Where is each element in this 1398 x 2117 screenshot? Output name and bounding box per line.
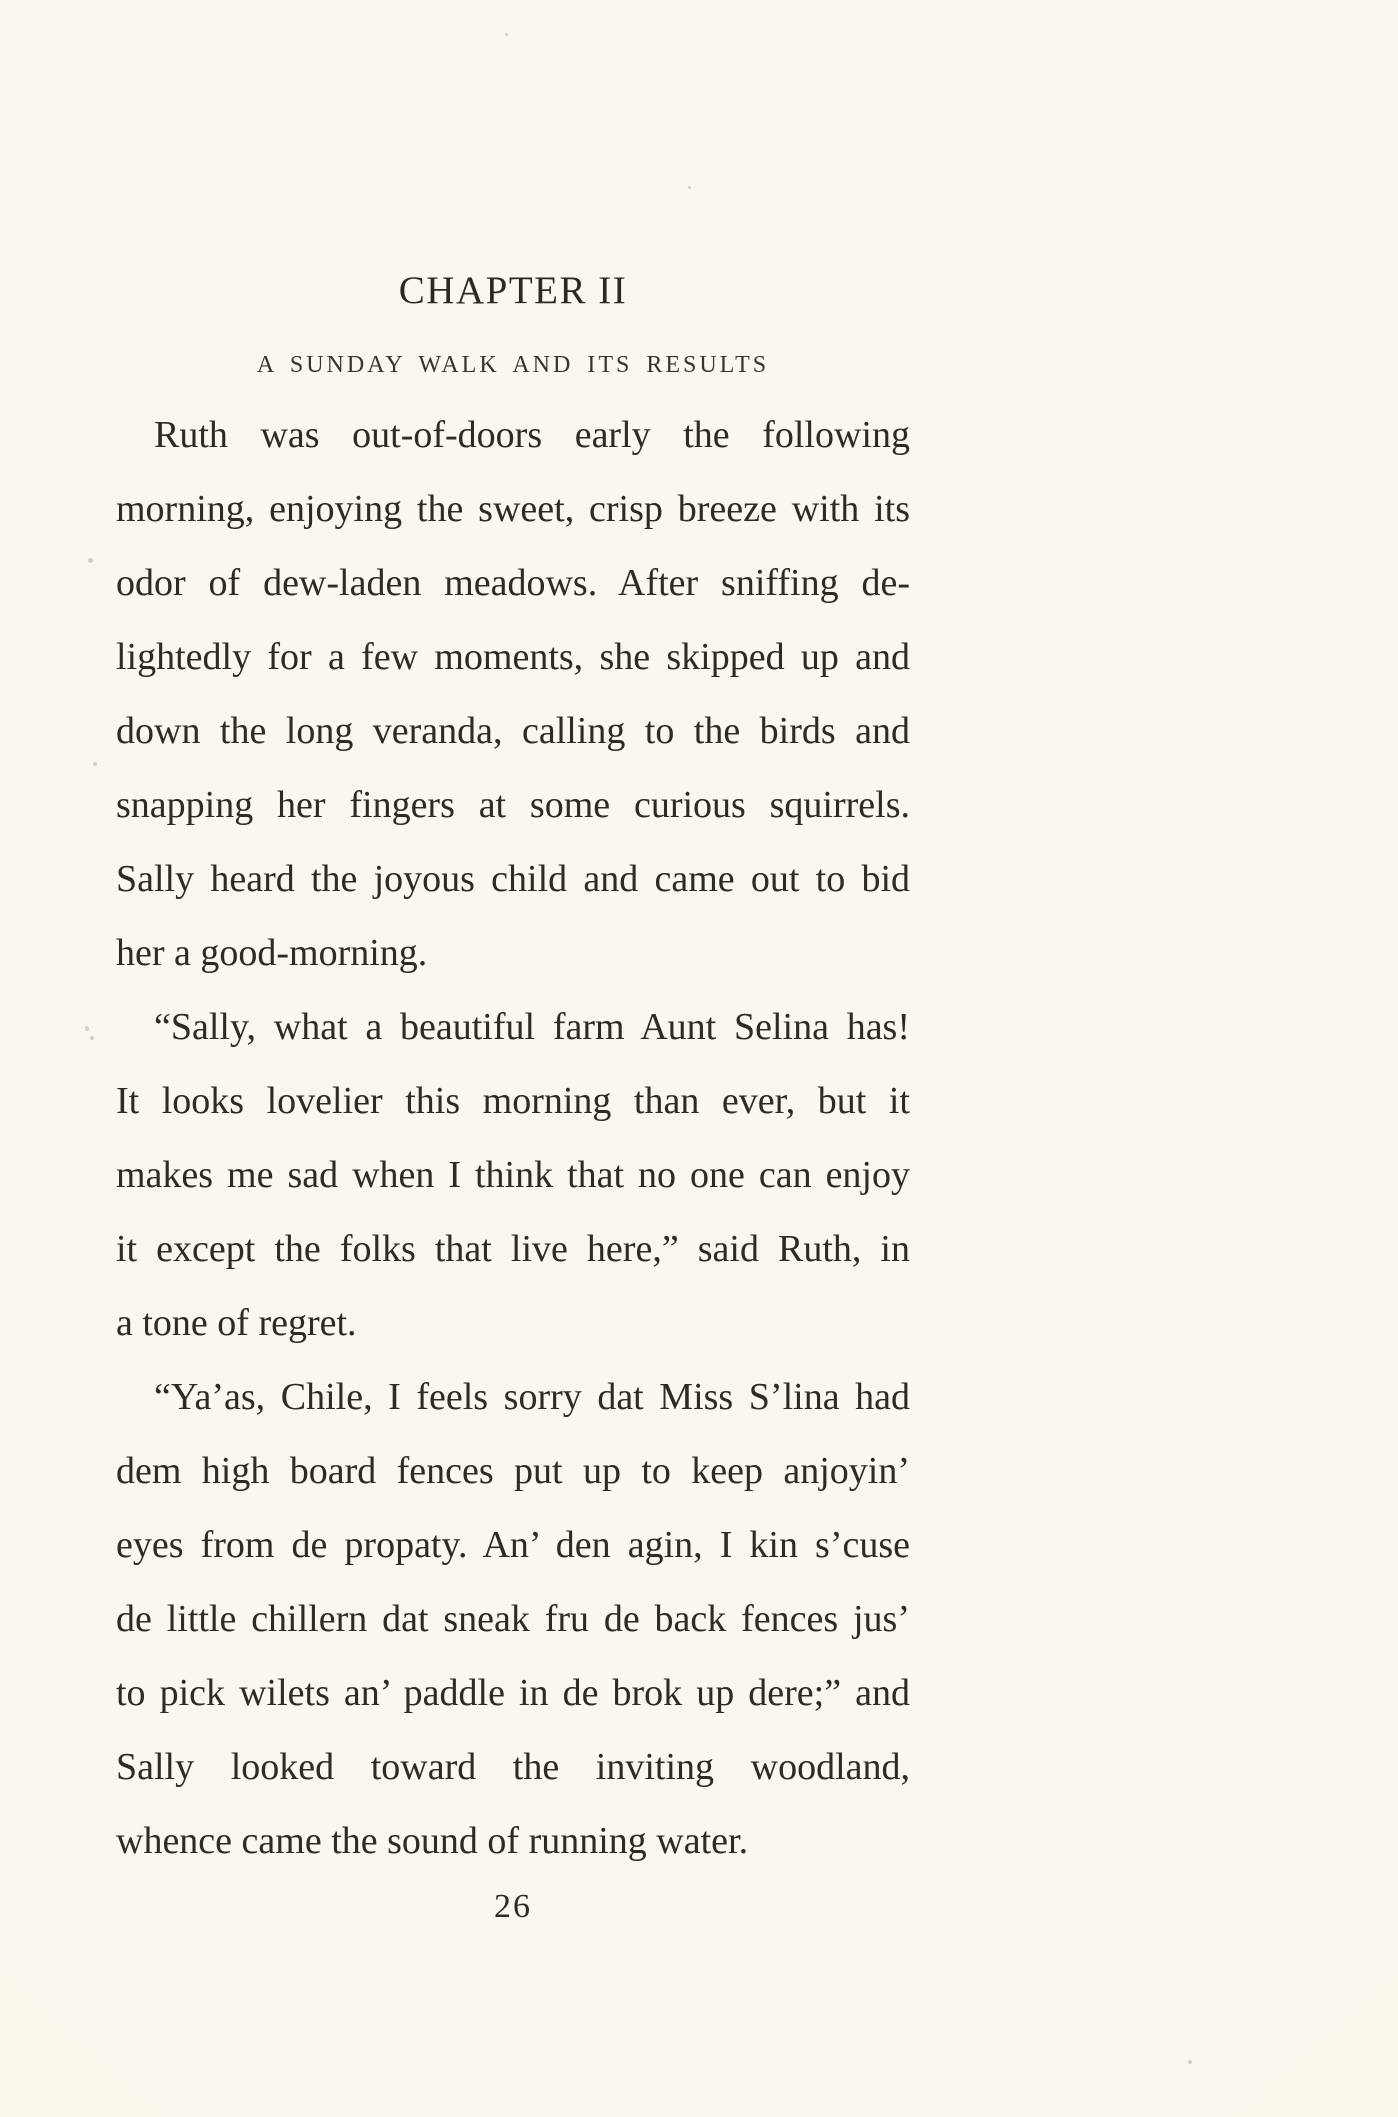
text-line: odor of dew-laden meadows. After sniffing de- bbox=[116, 562, 910, 604]
text-column bbox=[116, 0, 910, 1928]
scan-speck bbox=[688, 186, 691, 189]
chapter-title: CHAPTER II bbox=[398, 269, 628, 312]
page-number: 26 bbox=[494, 1888, 532, 1925]
text-line: dem high board fences put up to keep anjoyin’ bbox=[116, 1450, 910, 1492]
text-line: “Sally, what a beautiful farm Aunt Selina has! bbox=[154, 1006, 910, 1048]
text-line: to pick wilets an’ paddle in de brok up dere;” and bbox=[116, 1672, 910, 1714]
scan-speck bbox=[88, 558, 93, 563]
scan-speck bbox=[505, 33, 508, 36]
text-line: “Ya’as, Chile, I feels sorry dat Miss S’lina had bbox=[154, 1376, 910, 1418]
text-line: eyes from de propaty. An’ den agin, I kin s’cuse bbox=[116, 1524, 910, 1566]
text-line: snapping her fingers at some curious squirrels. bbox=[116, 784, 910, 826]
text-line: It looks lovelier this morning than ever, but it bbox=[116, 1080, 910, 1122]
scan-speck bbox=[85, 1026, 89, 1031]
text-line: her a good-morning. bbox=[116, 932, 428, 974]
text-line: down the long veranda, calling to the birds and bbox=[116, 710, 910, 752]
text-line: de little chillern dat sneak fru de back fences jus’ bbox=[116, 1598, 910, 1640]
chapter-subtitle: A SUNDAY WALK AND ITS RESULTS bbox=[256, 352, 770, 378]
scan-speck bbox=[1188, 2060, 1192, 2064]
text-line: makes me sad when I think that no one can enjoy bbox=[116, 1154, 910, 1196]
scan-speck bbox=[90, 1036, 94, 1040]
text-line: morning, enjoying the sweet, crisp breeze with its bbox=[116, 488, 910, 530]
text-line: whence came the sound of running water. bbox=[116, 1820, 749, 1862]
text-line: lightedly for a few moments, she skipped up and bbox=[116, 636, 910, 678]
text-line: Sally looked toward the inviting woodland, bbox=[116, 1746, 910, 1788]
body-text bbox=[116, 398, 910, 1878]
text-line: Sally heard the joyous child and came out to bid bbox=[116, 858, 910, 900]
text-line: it except the folks that live here,” said Ruth, in bbox=[116, 1228, 910, 1270]
text-line: Ruth was out-of-doors early the following bbox=[154, 414, 910, 456]
scan-speck bbox=[93, 762, 97, 766]
text-line: a tone of regret. bbox=[116, 1302, 357, 1344]
